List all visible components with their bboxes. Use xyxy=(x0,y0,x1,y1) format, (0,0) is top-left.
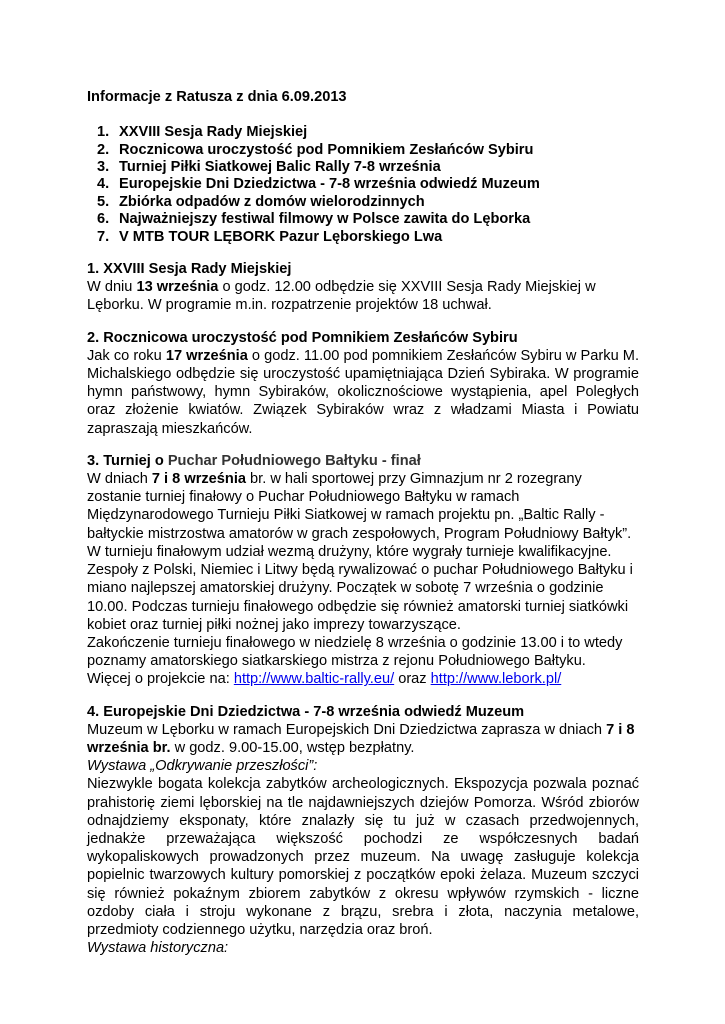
text-run: br. w hali sportowej przy Gimnazjum nr 2 rozegrany zostanie turniej finałowy o Puchar Południowego Bałtyku w ramach Międzynarodowego Turnieju Piłki Siatkowej w ramach projektu pn. „Baltic Rally - bałtyckie mistrzostwa amatorów w grach zespołowych, Program Południowy Bałtyk”. W turnieju finałowym udział wezmą drużyny, które wygrały turnieje kwalifikacyjne. Zespoły z Polski, Niemiec i Litwy będą rywalizować o puchar Południowego Bałtyku i miano najlepszej amatorskiej drużyny. Początek w sobotę 7 września o godzinie 10.00. Podczas turnieju finałowego odbędzie się również amatorski turniej siatkówki kobiet oraz turniej piłki nożnej jako imprezy towarzyszące. xyxy=(87,471,633,633)
exhibition-subtitle: Wystawa „Odkrywanie przeszłości”: xyxy=(87,758,318,775)
section-4-heading: 4. Europejskie Dni Dziedzictwa - 7-8 września odwiedź Muzeum xyxy=(87,703,525,720)
date-highlight: 7 i 8 września br. xyxy=(87,721,635,756)
date-highlight: 17 września xyxy=(165,347,248,364)
table-of-contents xyxy=(87,124,639,246)
section-1-body xyxy=(87,278,639,314)
section-2-heading: 2. Rocznicowa uroczystość pod Pomnikiem Zesłańców Sybiru xyxy=(87,329,518,346)
toc-item xyxy=(97,194,639,211)
exhibition-description: Niezwykle bogata kolekcja zabytków archeologicznych. Ekspozycja pozwala poznać prahistorię ziemi lęborskiej na tle najdawniejszych dziejów Pomorza. Wśród zbiorów odnajdziemy eksponaty, które znalazły się tu już w czasach przedwojennych, jednakże przeważająca większość pochodzi ze współczesnych badań wykopaliskowych prowadzonych przez muzeum. Na uwagę zasługuje kolekcja popielnic twarzowych kultury pomorskiej z początków epoki żelaza. Muzeum szczyci się również pokaźnym zbiorem zabytków z okresu wpływów rzymskich - liczne ozdoby ciała i stroju wykonane z brązu, srebra i złota, naczynia metalowe, przedmioty codziennego użytku, narzędzia oraz broń. xyxy=(87,776,639,938)
heading-part: Puchar Południowego Bałtyku - finał xyxy=(167,452,421,469)
toc-number: 3. xyxy=(97,159,110,176)
document-page xyxy=(87,88,639,957)
section-1-heading: 1. XXVIII Sesja Rady Miejskiej xyxy=(87,261,292,278)
toc-text: Rocznicowa uroczystość pod Pomnikiem Zesłańców Sybiru xyxy=(119,141,534,158)
text-run: o godz. 11.00 pod pomnikiem Zesłańców Sybiru w Parku M. Michalskiego odbędzie się uroczystość upamiętniająca Dzień Sybiraka. W programie hymn państwowy, hymn Sybiraków, okolicznościowe wystąpienia, apel Poległych oraz złożenie kwiatów. Związek Sybiraków wraz z władzami Miasta i Powiatu zapraszają mieszkańców. xyxy=(87,347,639,437)
text-run: oraz xyxy=(394,671,431,688)
baltic-rally-link[interactable]: http://www.baltic-rally.eu/ xyxy=(233,671,395,688)
heading-part: 3. Turniej o xyxy=(87,452,168,469)
toc-text: V MTB TOUR LĘBORK Pazur Lęborskiego Lwa xyxy=(119,228,443,245)
date-highlight: 13 września xyxy=(136,279,219,296)
text-run: Więcej o projekcie na: xyxy=(87,671,234,688)
text-run: Muzeum w Lęborku w ramach Europejskich Dni Dziedzictwa zaprasza w dniach xyxy=(87,721,607,738)
date-highlight: 7 i 8 września xyxy=(151,471,246,488)
toc-item xyxy=(97,176,639,193)
toc-item xyxy=(97,159,639,176)
toc-item xyxy=(97,142,639,159)
text-run: Jak co roku xyxy=(87,347,166,364)
section-3-heading xyxy=(87,452,639,470)
toc-text: Zbiórka odpadów z domów wielorodzinnych xyxy=(119,193,425,210)
section-3-body xyxy=(87,470,639,634)
toc-number: 5. xyxy=(97,193,110,210)
toc-number: 6. xyxy=(97,211,110,228)
toc-number: 4. xyxy=(97,176,110,193)
text-run: w godz. 9.00-15.00, wstęp bezpłatny. xyxy=(170,739,415,756)
text-run: o godz. 12.00 odbędzie się XXVIII Sesja Rady Miejskiej w Lęborku. W programie m.in. rozpatrzenie projektów 18 uchwał. xyxy=(87,279,596,314)
text-run: W dniu xyxy=(87,279,137,296)
document-title: Informacje z Ratusza z dnia 6.09.2013 xyxy=(87,89,347,105)
toc-text: XXVIII Sesja Rady Miejskiej xyxy=(119,124,308,141)
section-4-intro xyxy=(87,721,639,757)
toc-item xyxy=(97,211,639,228)
section-2-body xyxy=(87,347,639,438)
toc-item xyxy=(97,229,639,246)
toc-number: 1. xyxy=(97,124,110,141)
exhibition-subtitle-historical: Wystawa historyczna: xyxy=(87,940,229,957)
toc-text: Turniej Piłki Siatkowej Balic Rally 7-8 września xyxy=(119,159,441,176)
toc-item xyxy=(97,124,639,141)
section-3-links xyxy=(87,670,639,688)
section-3-closing: Zakończenie turnieju finałowego w niedzielę 8 września o godzinie 13.00 i to wtedy poznamy amatorskiego siatkarskiego mistrza z rejonu Południowego Bałtyku. xyxy=(87,634,623,670)
text-run: W dniach xyxy=(87,471,152,488)
toc-number: 7. xyxy=(97,228,110,245)
toc-text: Najważniejszy festiwal filmowy w Polsce zawita do Lęborka xyxy=(119,211,531,228)
toc-number: 2. xyxy=(97,141,110,158)
toc-text: Europejskie Dni Dziedzictwa - 7-8 września odwiedź Muzeum xyxy=(119,176,540,193)
lebork-link[interactable]: http://www.lebork.pl/ xyxy=(430,671,562,688)
